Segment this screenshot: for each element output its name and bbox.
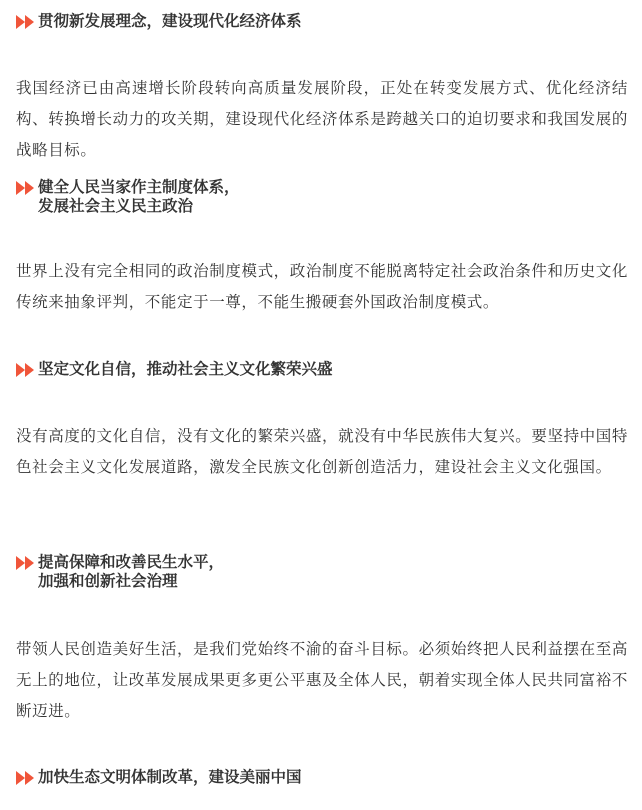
double-chevron-right-icon <box>16 771 36 785</box>
section-2-paragraph: 世界上没有完全相同的政治制度模式，政治制度不能脱离特定社会政治条件和历史文化传统来抽象评判，不能定于一尊，不能生搬硬套外国政治制度模式。 <box>16 262 628 311</box>
section-3-title: 坚定文化自信，推动社会主义文化繁荣兴盛 <box>38 360 333 378</box>
section-5-heading <box>16 768 302 787</box>
section-4-paragraph: 带领人民创造美好生活，是我们党始终不渝的奋斗目标。必须始终把人民利益摆在至高无上的地位，让改革发展成果更多更公平惠及全体人民，朝着实现全体人民共同富裕不断迈进。 <box>16 640 628 720</box>
section-4-heading <box>16 553 224 591</box>
section-3-paragraph: 没有高度的文化自信，没有文化的繁荣兴盛，就没有中华民族伟大复兴。要坚持中国特色社会主义文化发展道路，激发全民族文化创新创造活力，建设社会主义文化强国。 <box>16 427 628 476</box>
section-2-heading <box>16 178 240 216</box>
section-4-subtitle: 加强和创新社会治理 <box>38 572 178 590</box>
section-2-subtitle: 发展社会主义民主政治 <box>38 197 194 215</box>
section-3-heading <box>16 360 333 379</box>
double-chevron-right-icon <box>16 181 36 195</box>
section-2-title: 健全人民当家作主制度体系， <box>38 178 240 196</box>
double-chevron-right-icon <box>16 363 36 377</box>
section-1-paragraph: 我国经济已由高速增长阶段转向高质量发展阶段，正处在转变发展方式、优化经济结构、转换增长动力的攻关期，建设现代化经济体系是跨越关口的迫切要求和我国发展的战略目标。 <box>16 79 628 159</box>
double-chevron-right-icon <box>16 15 36 29</box>
double-chevron-right-icon <box>16 556 36 570</box>
section-1-heading <box>16 12 302 31</box>
section-1-title: 贯彻新发展理念，建设现代化经济体系 <box>38 12 302 30</box>
section-5-title: 加快生态文明体制改革，建设美丽中国 <box>38 768 302 786</box>
section-4-title: 提高保障和改善民生水平， <box>38 553 225 571</box>
